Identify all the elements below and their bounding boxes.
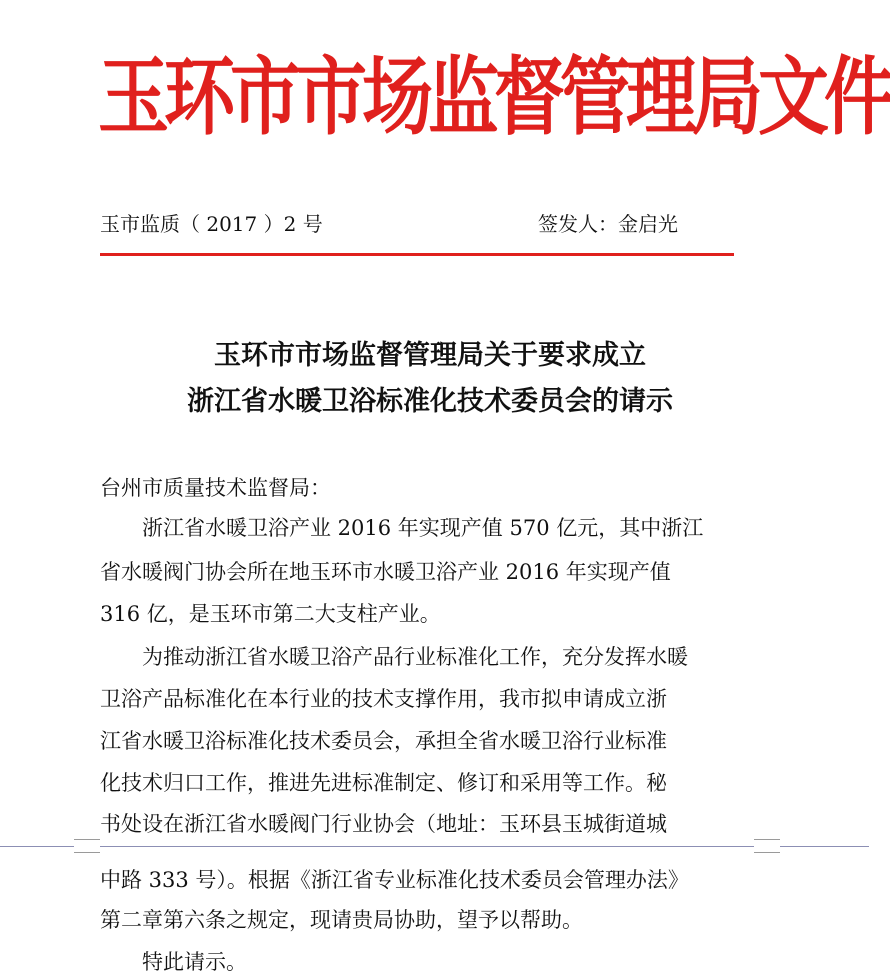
page-corner-mark-right: [754, 839, 780, 853]
body-line: 书处设在浙江省水暖阀门行业协会（地址：玉环县玉城街道城: [100, 812, 667, 836]
body-line: 省水暖阀门协会所在地玉环市水暖卫浴产业 2016 年实现产值: [100, 560, 671, 584]
page-corner-mark-left: [74, 839, 100, 853]
body-line: 为推动浙江省水暖卫浴产品行业标准化工作，充分发挥水暖: [100, 645, 688, 669]
title-line-1: 玉环市市场监督管理局关于要求成立: [214, 340, 646, 371]
body-line: 江省水暖卫浴标准化技术委员会，承担全省水暖卫浴行业标准: [100, 729, 667, 753]
body-line: 化技术归口工作，推进先进标准制定、修订和采用等工作。秘: [100, 771, 667, 795]
body-line: 中路 333 号）。根据《浙江省专业标准化技术委员会管理办法》: [100, 868, 689, 892]
body-line: 第二章第六条之规定，现请贵局协助，望予以帮助。: [100, 908, 583, 932]
signer: 签发人：金启光: [538, 212, 678, 236]
title-line-2: 浙江省水暖卫浴标准化技术委员会的请示: [187, 386, 673, 417]
document-masthead: 玉环市市场监督管理局文件: [98, 47, 890, 147]
body-line: 浙江省水暖卫浴产业 2016 年实现产值 570 亿元，其中浙江: [100, 516, 704, 540]
document-title: [100, 333, 760, 425]
body-line: 特此请示。: [100, 950, 247, 974]
addressee: 台州市质量技术监督局：: [100, 476, 331, 500]
body-line: 316 亿，是玉环市第二大支柱产业。: [100, 602, 441, 626]
page-break-line: [0, 846, 869, 847]
document-number: 玉市监质（ 2017 ）2 号: [100, 212, 323, 236]
red-header-rule: [100, 253, 734, 256]
body-line: 卫浴产品标准化在本行业的技术支撑作用，我市拟申请成立浙: [100, 687, 667, 711]
